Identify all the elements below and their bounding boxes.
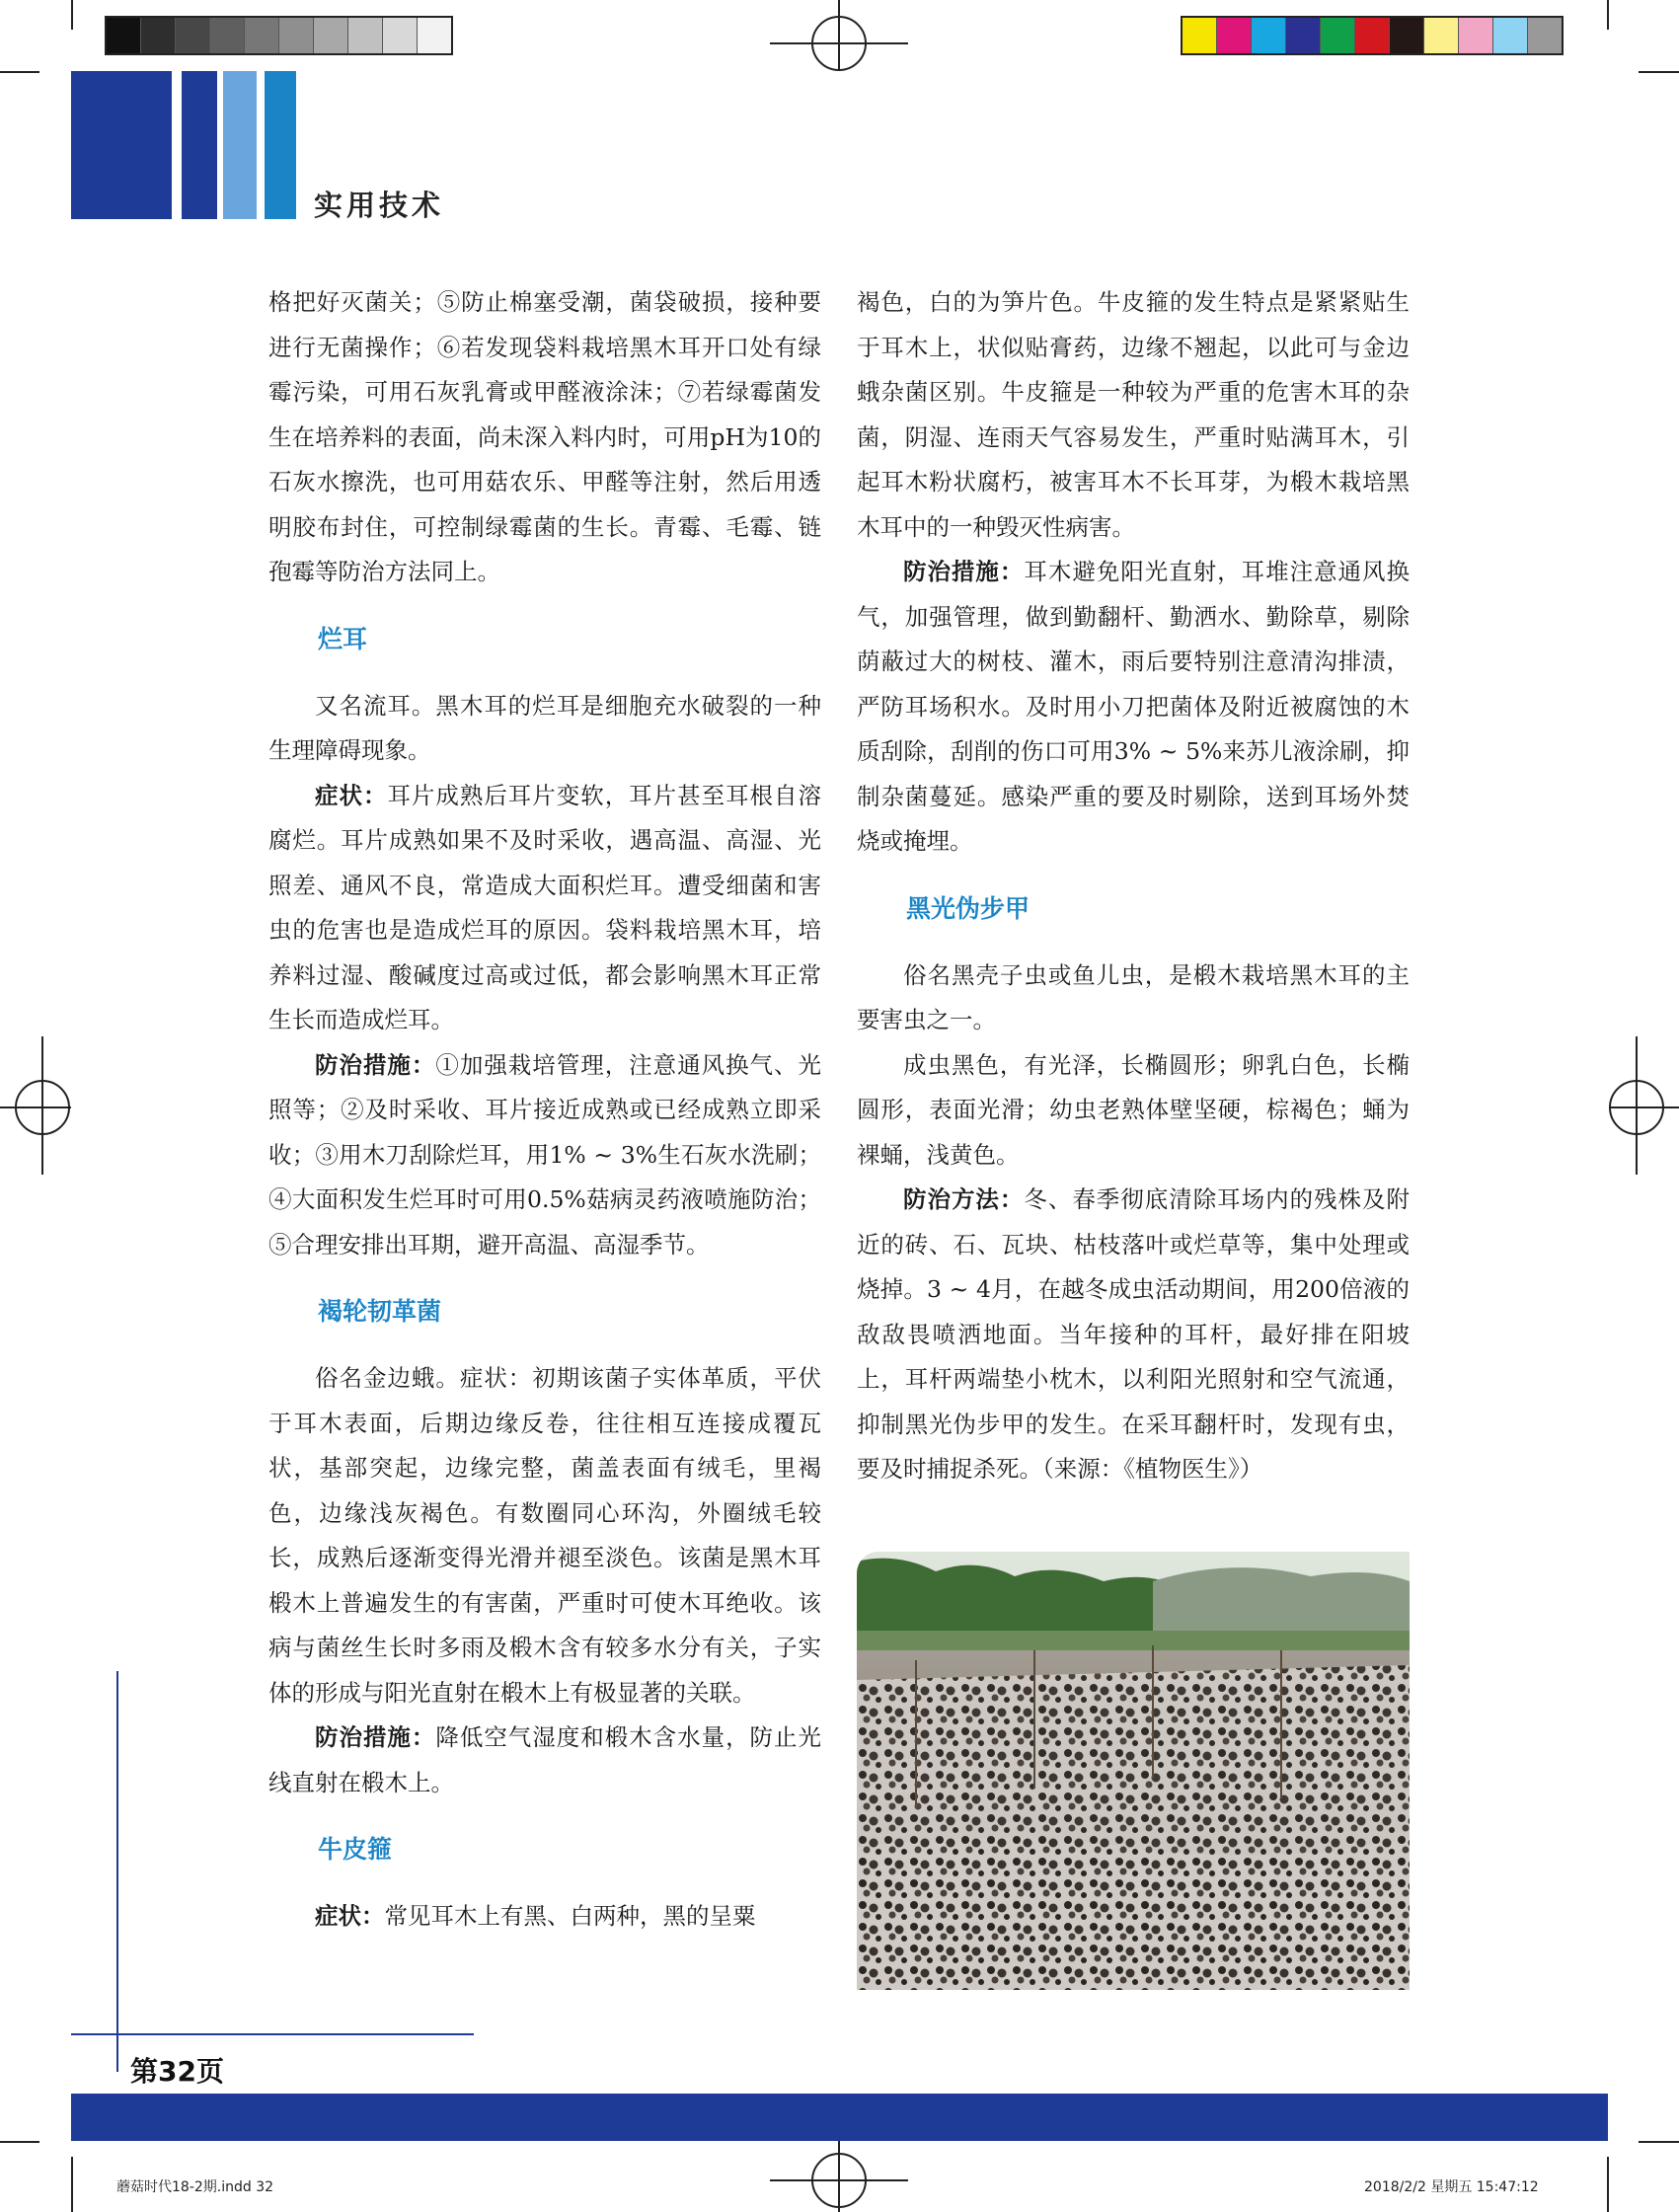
print-slug-left: 蘑菇时代18-2期.indd 32 bbox=[116, 2179, 274, 2195]
paragraph bbox=[857, 1043, 1410, 1179]
section-heading: 褐轮韧革菌 bbox=[318, 1297, 442, 1326]
crop-line bbox=[0, 1106, 71, 1108]
crop-line bbox=[0, 71, 39, 73]
mushroom-field-photo bbox=[857, 1552, 1410, 1990]
paragraph-text: 又名流耳。黑木耳的烂耳是细胞充水破裂的一种生理障碍现象。 bbox=[268, 691, 821, 764]
footer-bar bbox=[71, 2094, 1608, 2141]
paragraph bbox=[857, 280, 1410, 550]
section-title: 实用技术 bbox=[314, 189, 445, 222]
paragraph bbox=[268, 1716, 821, 1805]
grayscale-calibration-bar bbox=[105, 16, 453, 55]
paragraph bbox=[268, 684, 821, 774]
page-number: 第32页 bbox=[130, 2055, 224, 2088]
paragraph bbox=[857, 550, 1410, 865]
crop-line bbox=[0, 2141, 39, 2143]
article-left-column bbox=[268, 280, 821, 1940]
paragraph-label: 防治方法： bbox=[903, 1185, 1025, 1213]
print-slug-right: 2018/2/2 星期五 15:47:12 bbox=[1364, 2179, 1539, 2195]
crop-line bbox=[838, 0, 840, 71]
paragraph-text: ①加强栽培管理，注意通风换气、光照等；②及时采收、耳片接近成熟或已经成熟立即采收；③用木刀刮除烂耳，用1% ~ 3%生石灰水洗刷；④大面积发生烂耳时可用0.5%菇病灵药液喷施防治；⑤合理安排出耳期，避开高温、高湿季节。 bbox=[268, 1050, 821, 1259]
paragraph-text: 常见耳木上有黑、白两种，黑的呈粟 bbox=[384, 1902, 756, 1930]
crop-line bbox=[71, 0, 73, 30]
paragraph-label: 防治措施： bbox=[315, 1723, 436, 1751]
footer-rule-horizontal bbox=[71, 2033, 474, 2035]
paragraph-text: 俗名金边蛾。症状：初期该菌子实体革质，平伏于耳木表面，后期边缘反卷，往往相互连接成覆瓦状，基部突起，边缘完整，菌盖表面有绒毛，里褐色，边缘浅灰褐色。有数圈同心环沟，外圈绒毛较长，成熟后逐渐变得光滑并褪至淡色。该菌是黑木耳椴木上普遍发生的有害菌，严重时可使木耳绝收。该病与菌丝生长时多雨及椴木含有较多水分有关，子实体的形成与阳光直射在椴木上有极显著的关联。 bbox=[268, 1364, 821, 1707]
paragraph-label: 症状： bbox=[315, 1902, 385, 1930]
header-stripe-accent bbox=[265, 71, 296, 219]
crop-line bbox=[71, 2157, 73, 2212]
crop-line bbox=[838, 2141, 840, 2212]
paragraph bbox=[268, 1043, 821, 1268]
paragraph-text: 俗名黑壳子虫或鱼儿虫，是椴木栽培黑木耳的主要害虫之一。 bbox=[857, 960, 1410, 1033]
article-right-column bbox=[857, 280, 1410, 1492]
crop-line bbox=[1636, 1036, 1638, 1175]
header-stripe-dark-narrow bbox=[182, 71, 217, 219]
crop-line bbox=[1607, 2157, 1609, 2212]
crop-line bbox=[1639, 2141, 1679, 2143]
crop-line bbox=[1607, 0, 1609, 30]
crop-line bbox=[41, 1036, 43, 1175]
section-heading: 牛皮箍 bbox=[318, 1835, 393, 1864]
paragraph bbox=[857, 1178, 1410, 1492]
paragraph-label: 防治措施： bbox=[315, 1050, 436, 1079]
section-heading: 黑光伪步甲 bbox=[906, 893, 1030, 923]
paragraph-text: 冬、春季彻底清除耳场内的残株及附近的砖、石、瓦块、枯枝落叶或烂草等，集中处理或烧掉。3 ~ 4月，在越冬成虫活动期间，用200倍液的敌敌畏喷洒地面。当年接种的耳杆，最好排在阳坡上，耳杆两端垫小枕木，以利阳光照射和空气流通，抑制黑光伪步甲的发生。在采耳翻杆时，发现有虫，要及时捕捉杀死。（来源：《植物医生》） bbox=[857, 1185, 1410, 1483]
paragraph bbox=[268, 1894, 821, 1940]
header-stripe-light bbox=[223, 71, 257, 219]
header-stripe-dark bbox=[71, 71, 172, 219]
crop-line bbox=[1639, 71, 1679, 73]
crop-line bbox=[1609, 1106, 1679, 1108]
paragraph-text: 成虫黑色，有光泽，长椭圆形；卵乳白色，长椭圆形，表面光滑；幼虫老熟体壁坚硬，棕褐色；蛹为裸蛹，浅黄色。 bbox=[857, 1050, 1410, 1169]
paragraph-label: 防治措施： bbox=[903, 558, 1025, 585]
paragraph bbox=[268, 1356, 821, 1716]
paragraph-text: 格把好灭菌关；⑤防止棉塞受潮，菌袋破损，接种要进行无菌操作；⑥若发现袋料栽培黑木耳开口处有绿霉污染，可用石灰乳膏或甲醛液涂沫；⑦若绿霉菌发生在培养料的表面，尚未深入料内时，可用pH为10的石灰水擦洗，也可用菇农乐、甲醛等注射，然后用透明胶布封住，可控制绿霉菌的生长。青霉、毛霉、链孢霉等防治方法同上。 bbox=[268, 288, 821, 585]
paragraph-text: 降低空气湿度和椴木含水量，防止光线直射在椴木上。 bbox=[268, 1723, 821, 1796]
color-calibration-bar bbox=[1181, 16, 1564, 55]
paragraph bbox=[268, 280, 821, 595]
paragraph-label: 症状： bbox=[315, 781, 388, 809]
footer-rule-vertical bbox=[116, 1671, 118, 2072]
paragraph-text: 耳木避免阳光直射，耳堆注意通风换气，加强管理，做到勤翻杆、勤洒水、勤除草，剔除荫蔽过大的树枝、灌木，雨后要特别注意清沟排渍，严防耳场积水。及时用小刀把菌体及附近被腐蚀的木质刮除，刮削的伤口可用3% ~ 5%来苏儿液涂刷，抑制杂菌蔓延。感染严重的要及时剔除，送到耳场外焚烧或掩埋。 bbox=[857, 558, 1410, 855]
paragraph bbox=[857, 953, 1410, 1043]
paragraph-text: 耳片成熟后耳片变软，耳片甚至耳根自溶腐烂。耳片成熟如果不及时采收，遇高温、高湿、光照差、通风不良，常造成大面积烂耳。遭受细菌和害虫的危害也是造成烂耳的原因。袋料栽培黑木耳，培养料过湿、酸碱度过高或过低，都会影响黑木耳正常生长而造成烂耳。 bbox=[268, 781, 822, 1033]
section-heading: 烂耳 bbox=[318, 624, 368, 653]
paragraph-text: 褐色，白的为笋片色。牛皮箍的发生特点是紧紧贴生于耳木上，状似贴膏药，边缘不翘起，以此可与金边蛾杂菌区别。牛皮箍是一种较为严重的危害木耳的杂菌，阴湿、连雨天气容易发生，严重时贴满耳木，引起耳木粉状腐朽，被害耳木不长耳芽，为椴木栽培黑木耳中的一种毁灭性病害。 bbox=[857, 288, 1410, 541]
paragraph bbox=[268, 774, 821, 1043]
